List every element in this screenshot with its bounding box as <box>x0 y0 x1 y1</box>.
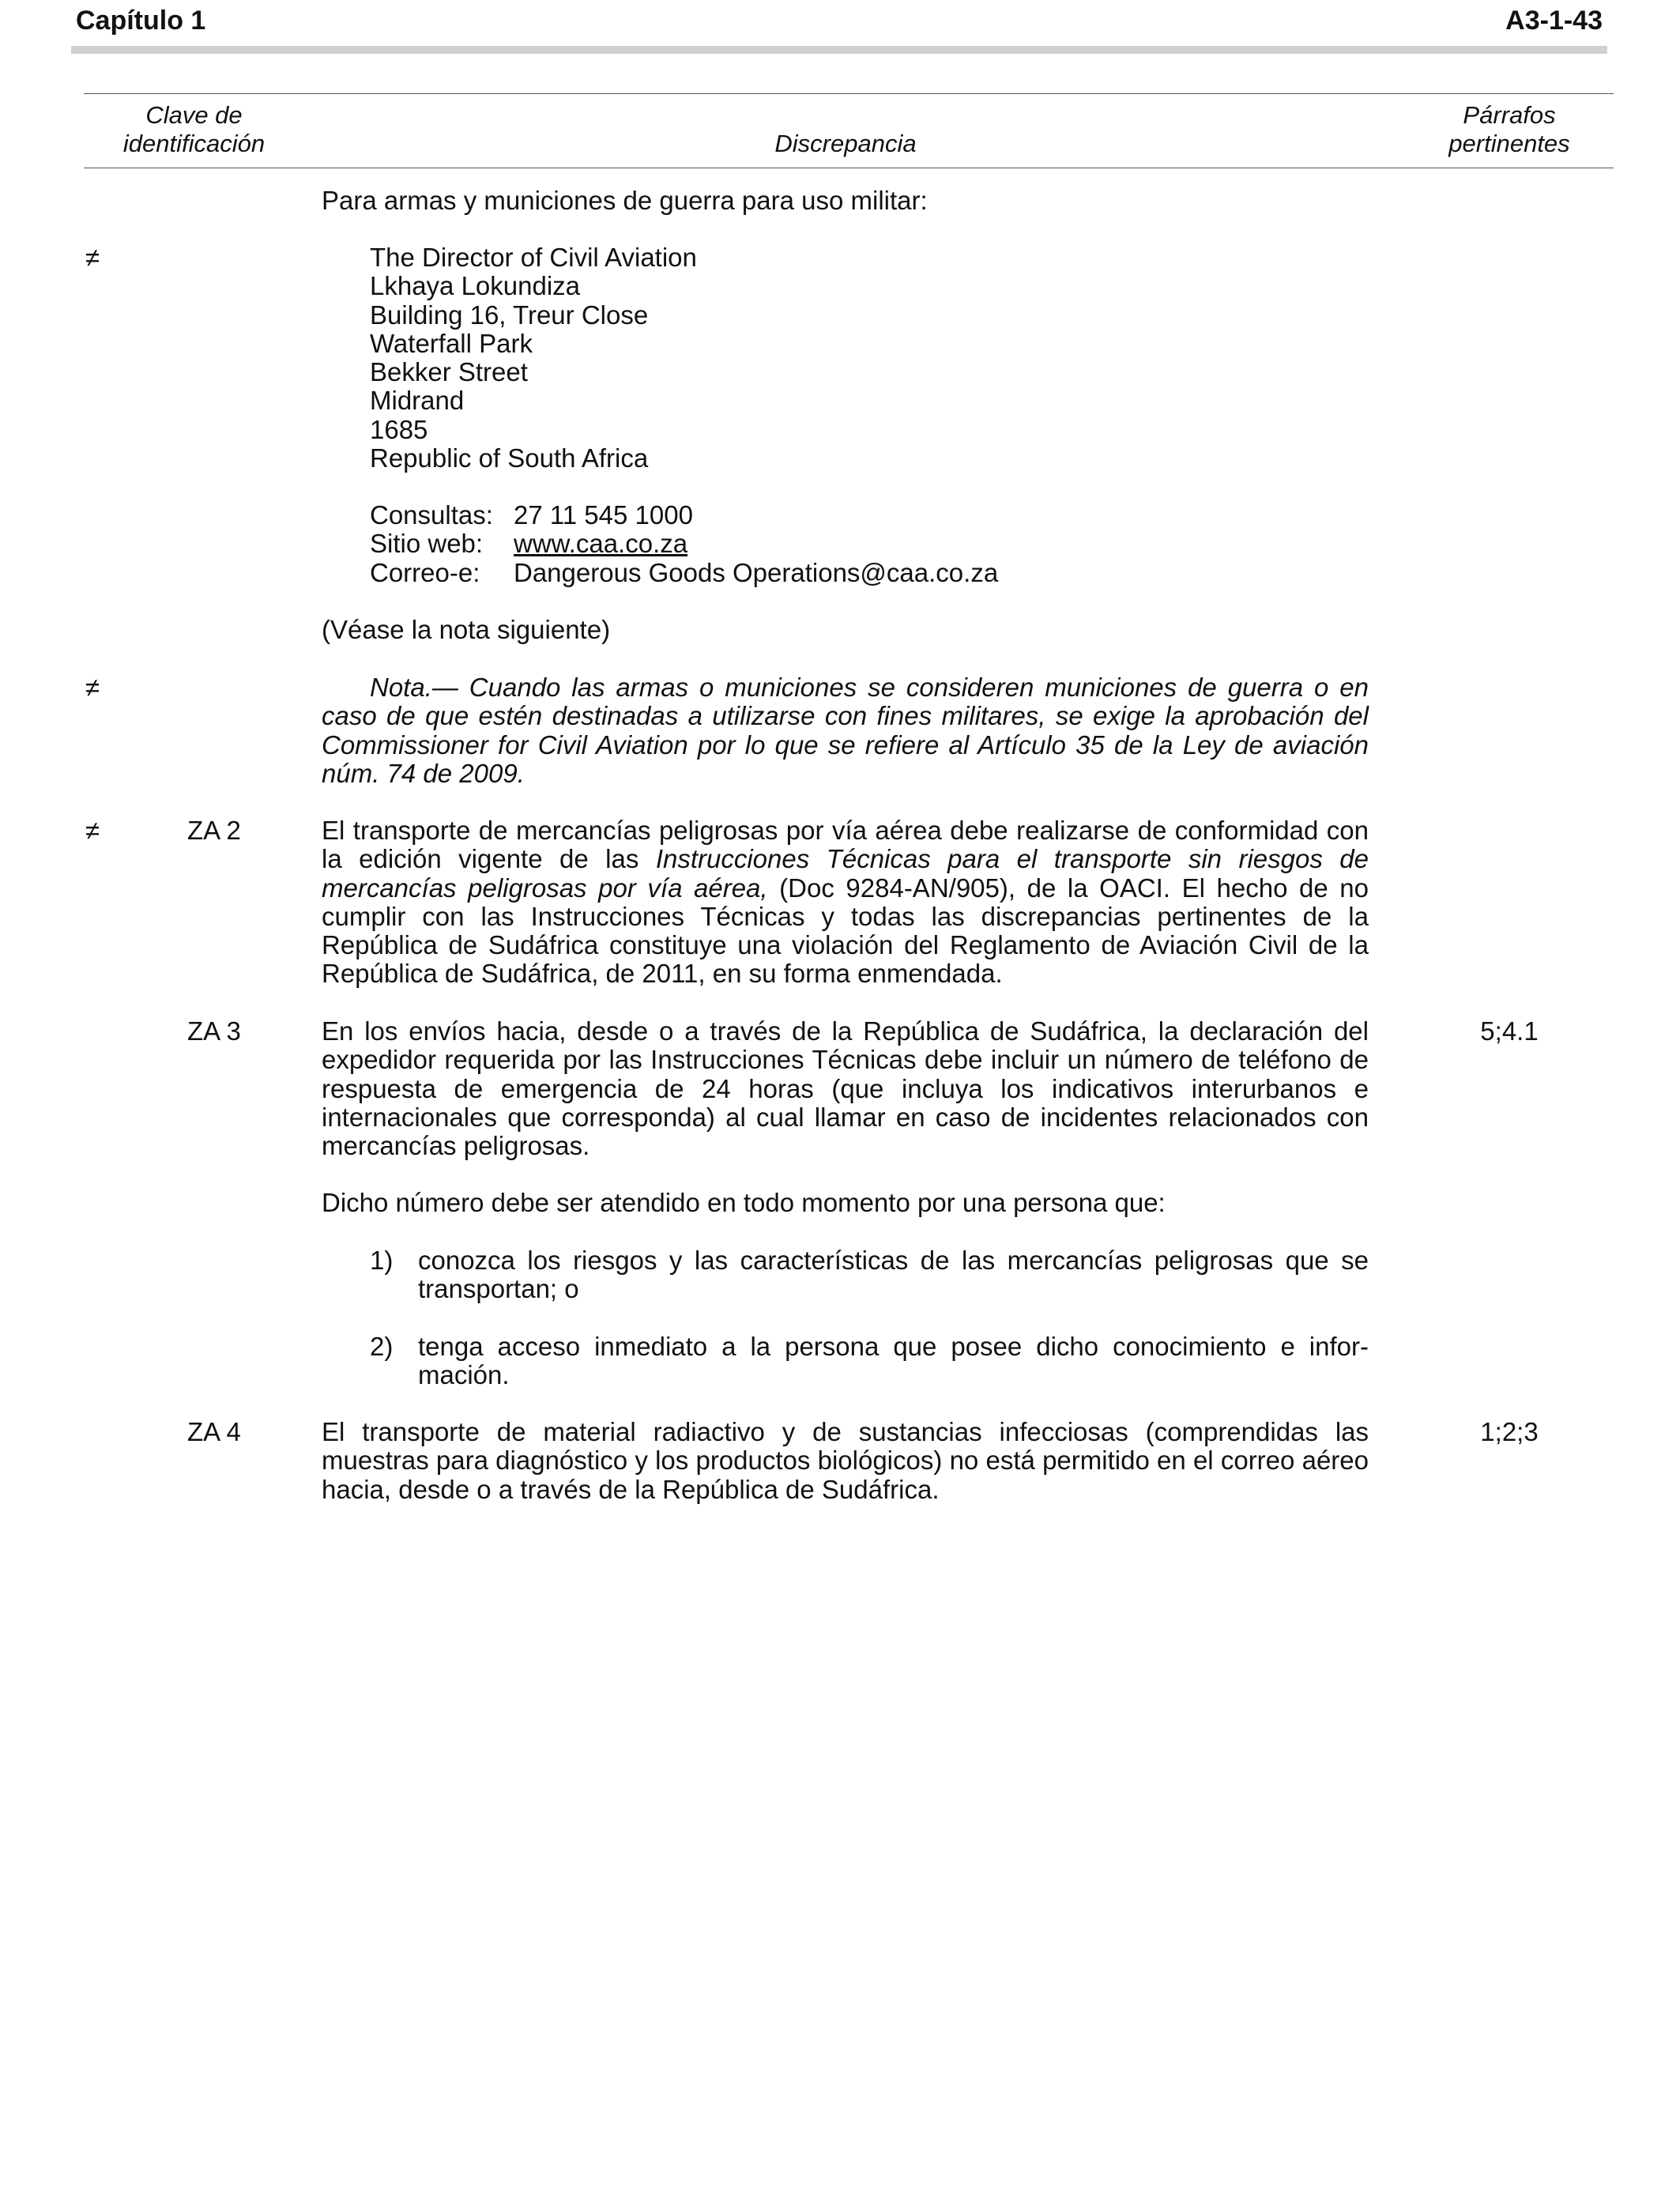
za3-text2: Dicho número debe ser atendido en todo momento por una persona que: <box>322 1188 1166 1217</box>
za3-text: En los envíos hacia, desde o a través de la República de Sudáfrica, la declaración del expedidor requerida por las Instrucciones Técnicas debe incluir un número de teléfono de respuesta de emergencia de 24 horas (que incluya los indicativos interurbanos e internacionales que corresponda) al cual llamar en caso de incidentes relacionados con mercancías peligrosas. <box>322 1016 1369 1161</box>
column-header-paragraphs-line1: Párrafos <box>1463 101 1556 129</box>
address-line: Waterfall Park <box>370 328 533 358</box>
page-number: A3-1-43 <box>1505 6 1603 36</box>
address-line: Midrand <box>370 386 465 416</box>
list-item-number: 1) <box>370 1246 394 1275</box>
address-line: Lkhaya Lokundiza <box>370 271 581 301</box>
email-label: Correo-e: <box>370 557 480 587</box>
list-item-number: 2) <box>370 1332 394 1361</box>
column-header-key-line1: Clave de <box>145 101 243 129</box>
column-header-paragraphs <box>1414 101 1604 158</box>
paras-za3: 5;4.1 <box>1480 1016 1539 1046</box>
list-item-text: conozca los riesgos y las características de las mercancías peligrosas que se transportan; o <box>418 1246 1369 1304</box>
za4-text: El transporte de material radiactivo y de sustancias infecciosas (comprendidas las muestras para diagnóstico y los productos biológicos) no está permitido en el correo aéreo hacia, desde o a través de la República de Sudáfrica. <box>322 1417 1369 1504</box>
address-line: Republic of South Africa <box>370 443 649 473</box>
column-header-discrepancy: Discrepancia <box>774 130 917 157</box>
column-header-paragraphs-line2: pertinentes <box>1448 130 1570 157</box>
email-value: Dangerous Goods Operations@caa.co.za <box>514 557 999 587</box>
column-header-key-line2: identificación <box>122 130 266 157</box>
paras-za4: 1;2;3 <box>1480 1417 1539 1446</box>
change-mark: ≠ <box>85 243 100 272</box>
inquiries-label: Consultas: <box>370 500 493 530</box>
note-text: Cuando las armas o municiones se consideren municiones de guerra o en caso de que estén destinadas a utilizarse con fines militares, se exige la aprobación del Commissioner for Civil Aviation por lo que se refiere al Artículo 35 de la Ley de aviación núm. 74 de 2009. <box>322 673 1369 788</box>
intro-text: Para armas y municiones de guerra para uso militar: <box>322 186 928 215</box>
change-mark: ≠ <box>85 673 100 702</box>
website-label: Sitio web: <box>370 529 484 559</box>
key-za2: ZA 2 <box>187 816 241 845</box>
za2-text-after: (Doc 9284-AN/905), de la OACI. El hecho de no cumplir con las Instrucciones Técnicas y todas las discrepancias pertinentes de la República de Sudáfrica constituye una violación del Reglamento de Aviación Civil de la República de Sudáfrica, de 2011, en su forma enmendada. <box>322 873 1369 989</box>
change-mark: ≠ <box>85 816 100 845</box>
column-header-key <box>85 101 303 158</box>
key-za3: ZA 3 <box>187 1016 241 1046</box>
address-line: Bekker Street <box>370 357 528 387</box>
website-link[interactable]: www.caa.co.za <box>514 529 688 559</box>
note-paragraph <box>322 673 1369 788</box>
list-item-text: tenga acceso inmediato a la persona que posee dicho conocimiento e infor-mación. <box>418 1332 1369 1390</box>
za2-document-title: Instrucciones Técnicas para el transporte sin riesgos de mercancías peligrosas por vía aérea, <box>322 844 1369 903</box>
address-line: The Director of Civil Aviation <box>370 243 697 272</box>
key-za4: ZA 4 <box>187 1417 241 1446</box>
contact-block <box>370 501 998 587</box>
za2-text <box>322 816 1369 989</box>
table-top-rule <box>84 93 1614 94</box>
address-line: 1685 <box>370 414 428 444</box>
address-line: Building 16, Treur Close <box>370 300 649 330</box>
header-rule <box>71 46 1607 54</box>
chapter-title: Capítulo 1 <box>76 6 206 36</box>
inquiries-value: 27 11 545 1000 <box>514 500 693 530</box>
za2-text-before: El transporte de mercancías peligrosas por vía aérea debe realizarse de conformidad con la edición vigente de las <box>322 816 1369 874</box>
address-block <box>370 243 697 473</box>
note-label: Nota.— <box>370 673 458 702</box>
see-note-text: (Véase la nota siguiente) <box>322 615 611 644</box>
